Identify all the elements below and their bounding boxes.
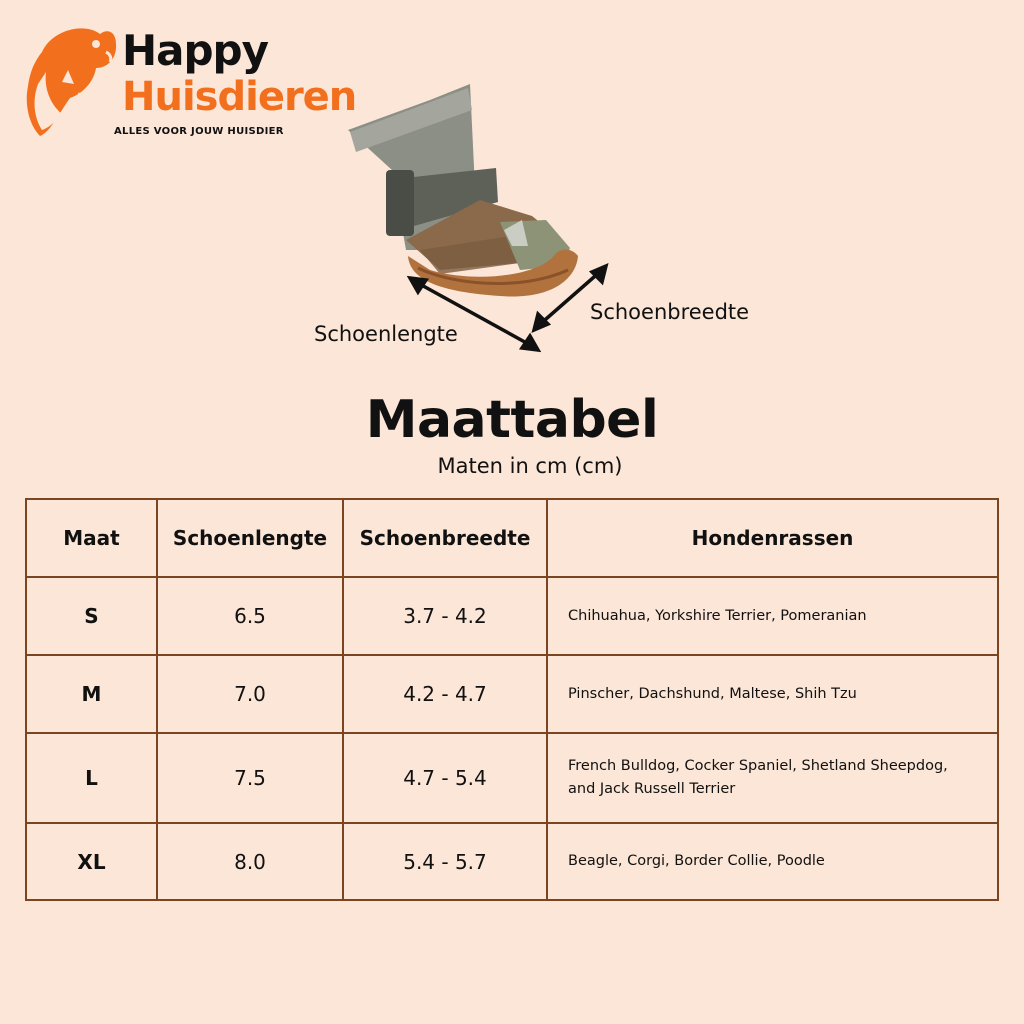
header-schoenlengte: Schoenlengte (157, 499, 343, 577)
cell-maat: XL (26, 823, 157, 900)
cell-rassen: French Bulldog, Cocker Spaniel, Shetland Sheepdog, and Jack Russell Terrier (547, 733, 998, 823)
page-title: Maattabel (365, 390, 659, 450)
table-row (26, 655, 998, 733)
cell-maat: M (26, 655, 157, 733)
header-maat: Maat (26, 499, 157, 577)
cell-breedte: 4.2 - 4.7 (343, 655, 547, 733)
cell-breedte: 4.7 - 5.4 (343, 733, 547, 823)
table-row (26, 577, 998, 655)
cell-maat: S (26, 577, 157, 655)
shoe-length-label: Schoenlengte (314, 322, 458, 346)
cell-maat: L (26, 733, 157, 823)
cell-breedte: 5.4 - 5.7 (343, 823, 547, 900)
header-schoenbreedte: Schoenbreedte (343, 499, 547, 577)
table-row (26, 823, 998, 900)
cell-lengte: 7.0 (157, 655, 343, 733)
cell-rassen: Beagle, Corgi, Border Collie, Poodle (547, 823, 998, 900)
table-row (26, 733, 998, 823)
header-hondenrassen: Hondenrassen (547, 499, 998, 577)
size-table (25, 498, 999, 901)
cell-lengte: 7.5 (157, 733, 343, 823)
brand-name-line1: Happy (122, 26, 268, 75)
shoe-width-label: Schoenbreedte (590, 300, 750, 324)
cell-lengte: 6.5 (157, 577, 343, 655)
cell-lengte: 8.0 (157, 823, 343, 900)
brand-tagline: ALLES VOOR JOUW HUISDIER (114, 126, 284, 137)
page-subtitle: Maten in cm (cm) (437, 454, 623, 478)
cell-rassen: Pinscher, Dachshund, Maltese, Shih Tzu (547, 655, 998, 733)
cell-breedte: 3.7 - 4.2 (343, 577, 547, 655)
table-header-row (26, 499, 998, 577)
cell-rassen: Chihuahua, Yorkshire Terrier, Pomeranian (547, 577, 998, 655)
dog-cat-logo-icon (22, 22, 120, 140)
brand-name-line2: Huisdieren (122, 74, 357, 120)
